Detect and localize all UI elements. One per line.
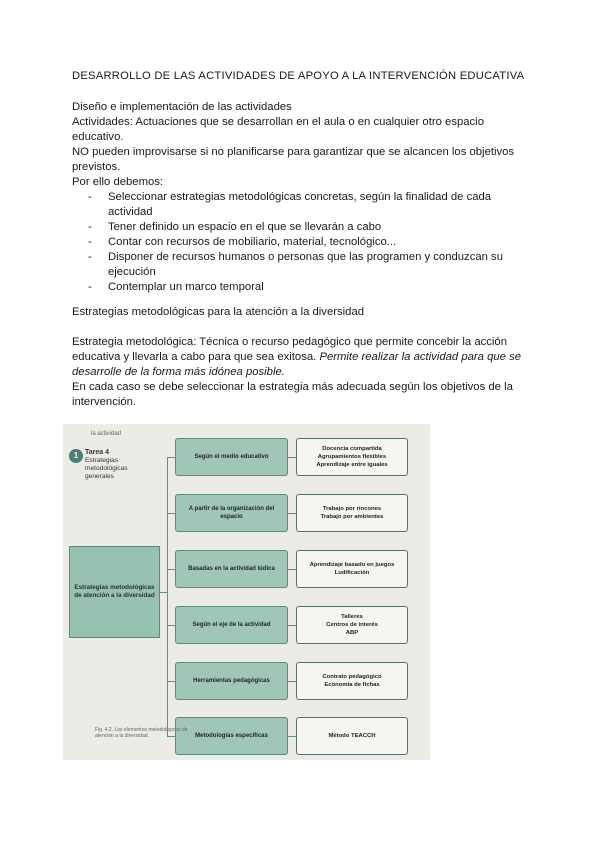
row-connector	[167, 569, 175, 570]
row-connector	[288, 736, 296, 737]
strategies-diagram	[63, 424, 430, 760]
task-title: Tarea 4	[85, 449, 109, 456]
strategy-definition	[72, 335, 534, 380]
result-item: Contrato pedagógico	[322, 674, 382, 680]
row-connector	[167, 681, 175, 682]
result-item: Centros de interés	[326, 622, 378, 628]
figure-top-text: la actividad	[91, 431, 122, 437]
task-label	[85, 449, 143, 481]
result-box	[296, 438, 408, 476]
result-item: Aprendizaje basado en juegos	[309, 562, 395, 568]
category-box: Herramientas pedagógicas	[175, 662, 288, 700]
row-connector	[288, 625, 296, 626]
result-item: ABP	[345, 630, 359, 636]
list-item: - Disponer de recursos humanos o personas que las programen y conduzcan su ejecución	[88, 250, 518, 280]
activities-definition: Actividades: Actuaciones que se desarrollan en el aula o en cualquier otro espacio educativo.	[72, 116, 484, 143]
result-item: Economía de fichas	[324, 682, 380, 688]
result-item: Agrupamientos flexibles	[317, 454, 387, 460]
result-item: Trabajo por ambientes	[320, 514, 384, 520]
row-connector	[288, 681, 296, 682]
row-connector	[167, 625, 175, 626]
no-improvise-text: NO pueden improvisarse si no planificarse para garantizar que se alcancen los objetivos previstos.	[72, 146, 515, 173]
section-heading-strategies: Estrategias metodológicas para la atención a la diversidad	[72, 306, 365, 318]
requirements-list	[88, 190, 518, 295]
strategy-definition-italic: Permite realizar la actividad para que se desarrolle de la forma más idónea posible.	[72, 351, 521, 378]
result-box	[296, 662, 408, 700]
result-item: Trabajo por rincones	[322, 506, 382, 512]
task-subtitle: Estrategias metodológicas generales	[85, 457, 128, 480]
document-title: DESARROLLO DE LAS ACTIVIDADES DE APOYO A LA INTERVENCIÓN EDUCATIVA	[72, 70, 525, 82]
figure-caption: Fig. 4.2. Los elementos metodológicos de atención a la diversidad.	[95, 727, 188, 739]
category-box: Metodologías específicas	[175, 717, 288, 755]
category-box: Según el eje de la actividad	[175, 606, 288, 644]
result-item: Talleres	[341, 614, 363, 620]
selection-text: En cada caso se debe seleccionar la estrategia más adecuada según los objetivos de la intervención.	[72, 381, 513, 408]
result-box	[296, 550, 408, 588]
row-connector	[167, 513, 175, 514]
section-heading-design: Diseño e implementación de las actividades	[72, 101, 292, 113]
result-item: Docencia compartida	[322, 446, 382, 452]
row-connector	[167, 457, 175, 458]
diagram-spine	[167, 457, 168, 737]
category-box: A partir de la organización del espacio	[175, 494, 288, 532]
result-item: Método TEACCH	[328, 733, 376, 739]
task-number-badge: 1	[69, 449, 83, 463]
list-item: - Contar con recursos de mobiliario, material, tecnológico...	[88, 235, 518, 250]
result-box	[296, 494, 408, 532]
result-item: Ludificación	[334, 570, 370, 576]
row-connector	[288, 569, 296, 570]
row-connector	[288, 513, 296, 514]
list-item: - Seleccionar estrategias metodológicas concretas, según la finalidad de cada actividad	[88, 190, 518, 220]
category-box: Basadas en la actividad lúdica	[175, 550, 288, 588]
list-item: - Contemplar un marco temporal	[88, 280, 518, 295]
main-strategy-box: Estrategias metodológicas de atención a la diversidad	[69, 546, 160, 638]
result-box	[296, 717, 408, 755]
result-item: Aprendizaje entre iguales	[316, 462, 388, 468]
category-box: Según el medio educativo	[175, 438, 288, 476]
row-connector	[288, 457, 296, 458]
strategy-definition-text: Estrategia metodológica: Técnica o recurso pedagógico que permite concebir la acción educativa y llevarla a cabo para que sea exitosa.	[72, 336, 507, 363]
result-box	[296, 606, 408, 644]
list-item: - Tener definido un espacio en el que se llevarán a cabo	[88, 220, 518, 235]
therefore-text: Por ello debemos:	[72, 176, 164, 188]
